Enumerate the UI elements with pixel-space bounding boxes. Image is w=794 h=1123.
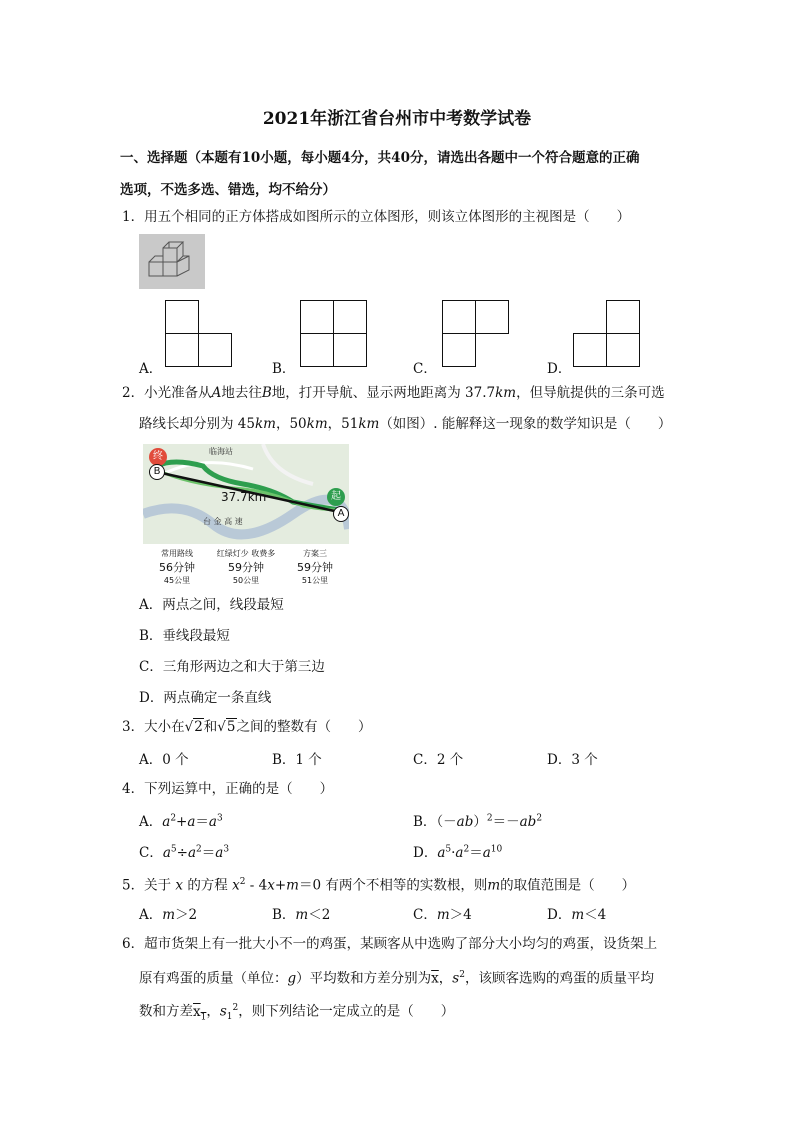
q1-option-a-label: A． [139, 361, 163, 377]
q2-option-b: B．垂线段最短 [139, 628, 230, 644]
q3-stem: 3．大小在√2和√5之间的整数有（ ） [122, 719, 372, 735]
q3-option-b: B．1 个 [272, 752, 322, 768]
q2-route-3: 方案三 59分钟 51公里 [297, 549, 333, 584]
q5-option-b: B．m＜2 [272, 907, 331, 923]
q2-option-d: D．两点确定一条直线 [139, 690, 272, 706]
q6-stem-line2: 原有鸡蛋的质量（单位：g）平均数和方差分别为$\overline{x}$，$s^2$，该顾客选购的鸡蛋的质量平均 [139, 970, 654, 987]
q4-option-d: D．$a^5\cdot a^2=a^{10}$ [413, 844, 503, 861]
q4-stem: 4．下列运算中，正确的是（ ） [122, 781, 334, 797]
q4-option-a: A．$a^2+a=a^3$ [139, 813, 223, 830]
q5-option-d: D．m＜4 [547, 907, 607, 923]
q4-option-c: C．$a^5\div a^2=a^3$ [139, 844, 230, 861]
q6-stem-line1: 6．超市货架上有一批大小不一的鸡蛋，某顾客从中选购了部分大小均匀的鸡蛋，设货架上 [122, 936, 658, 952]
q3-option-c: C．2 个 [413, 752, 464, 768]
q2-navigation-map [143, 444, 349, 584]
q1-stem: 1．用五个相同的正方体搭成如图所示的立体图形，则该立体图形的主视图是（ ） [122, 209, 631, 225]
q2-map-point-a: A [333, 506, 349, 522]
q2-option-a: A．两点之间，线段最短 [139, 597, 284, 613]
q4-option-b: B．$(-ab)^2=-ab^2$ [413, 813, 543, 830]
q3-option-a: A．0 个 [139, 752, 189, 768]
q5-stem: 5．关于 x 的方程 $x^2 - 4x+m=0$ 有两个不相等的实数根，则m的取值范围是（ ） [122, 877, 636, 894]
q2-stem-line1: 2．小光准备从A地去往B地，打开导航、显示两地距离为 37.7km，但导航提供的三条可选 [122, 385, 665, 401]
q5-option-a: A．m＞2 [139, 907, 198, 923]
q5-option-c: C．m＞4 [413, 907, 472, 923]
q2-route-2: 红绿灯少 收费多 59分钟 50公里 [216, 549, 276, 584]
q1-option-d-label: D． [547, 361, 572, 377]
q2-route-1: 常用路线 56分钟 45公里 [159, 549, 195, 584]
paper-title: 2021年浙江省台州市中考数学试卷 [262, 109, 532, 129]
q1-option-c-label: C． [413, 361, 437, 377]
q2-map-highway-label: 台 金 高 速 [203, 517, 243, 526]
q6-stem-line3: 数和方差$x_1$，$s_1^2$，则下列结论一定成立的是（ ） [139, 1003, 455, 1023]
section-heading-line1: 一、选择题（本题有10小题，每小题4分，共40分，请选出各题中一个符合题意的正确 [120, 150, 640, 166]
q2-map-end-marker: 终 [149, 448, 167, 466]
q2-map-distance-label: 37.7km [221, 490, 267, 504]
q2-map-point-b: B [149, 464, 165, 480]
section-heading-line2: 选项，不选多选、错选，均不给分） [120, 182, 336, 198]
q1-cube-photo [139, 234, 205, 289]
q3-option-d: D．3 个 [547, 752, 598, 768]
q1-option-b-label: B． [272, 361, 296, 377]
q2-map-start-marker: 起 [327, 488, 345, 506]
q2-map-station-label: 临海站 [209, 447, 233, 456]
q2-stem-line2: 路线长却分别为 45km，50km，51km（如图）. 能解释这一现象的数学知识是（ ） [139, 416, 672, 432]
q2-option-c: C．三角形两边之和大于第三边 [139, 659, 325, 675]
